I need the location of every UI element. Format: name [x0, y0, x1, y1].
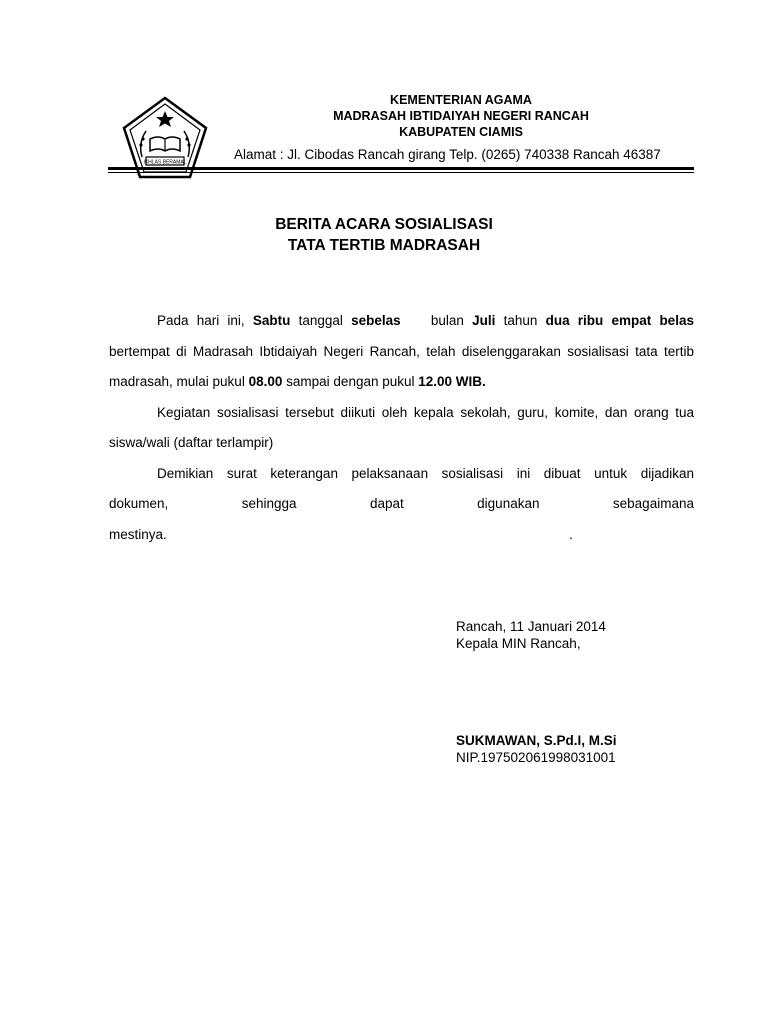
- letterhead-divider-thin: [108, 172, 694, 173]
- title-line-2: TATA TERTIB MADRASAH: [287, 237, 481, 254]
- p1-text: Pada hari ini,: [157, 313, 245, 328]
- paragraph-3-line-3: [109, 520, 694, 551]
- title-line-1: BERITA ACARA SOSIALISASI: [275, 216, 493, 233]
- p1-text: bertempat di Madrasah Ibtidaiyah Negeri Rancah, telah diselenggarakan: [109, 343, 561, 359]
- place-date: Rancah, 11 Januari 2014: [456, 619, 606, 634]
- regency-name: KABUPATEN CIAMIS: [399, 125, 523, 139]
- letterhead-heading: [300, 92, 622, 140]
- signer-position: Kepala MIN Rancah,: [456, 636, 581, 651]
- school-name: MADRASAH IBTIDAIYAH NEGERI RANCAH: [333, 109, 589, 123]
- logo-ribbon-text: IKHLAS BERAMAL: [143, 159, 187, 166]
- signer-nip: NIP.197502061998031001: [456, 750, 616, 765]
- p1-year: dua ribu empat: [545, 313, 652, 328]
- paragraph-1: [109, 306, 694, 398]
- letterhead-divider-thick: [108, 167, 694, 170]
- p3-end: mestinya.: [109, 526, 167, 542]
- school-address: Alamat : Jl. Cibodas Rancah girang Telp. (0265) 740338 Rancah 46387: [234, 147, 661, 162]
- p1-time-start: 08.00: [248, 374, 283, 389]
- p3-word: dapat: [369, 496, 404, 511]
- p1-text: sosialisasi tata tertib madrasah, mulai pukul: [109, 343, 694, 389]
- p1-text: tanggal: [298, 313, 343, 328]
- p3-word: digunakan: [477, 496, 540, 511]
- p1-month: Juli: [472, 313, 496, 328]
- p3-word: sehingga: [241, 496, 297, 511]
- p1-text: sampai dengan pukul: [286, 374, 415, 389]
- signer-name: SUKMAWAN, S.Pd.I, M.Si: [456, 733, 617, 748]
- p3-word: sebagaimana: [612, 496, 694, 511]
- paragraph-3-line-2: [109, 489, 694, 520]
- p1-year: belas: [659, 313, 694, 328]
- p3-word: dokumen,: [109, 496, 169, 511]
- p1-text: tahun: [503, 313, 538, 328]
- p1-text: bulan: [430, 313, 464, 328]
- document-body: [109, 306, 694, 550]
- paragraph-2: Kegiatan sosialisasi tersebut diikuti oleh kepala sekolah, guru, komite, dan orang tua siswa/wali (daftar terlampir): [109, 404, 694, 450]
- ministry-name: KEMENTERIAN AGAMA: [390, 93, 532, 107]
- p1-date: sebelas: [351, 313, 401, 328]
- signature-block: [456, 618, 617, 766]
- document-title: [0, 214, 768, 256]
- p3-dot: .: [569, 526, 573, 542]
- p1-day: Sabtu: [252, 313, 291, 328]
- paragraph-3-line-1: Demikian surat keterangan pelaksanaan sosialisasi ini dibuat untuk dijadikan: [157, 465, 694, 481]
- p1-time-end: 12.00 WIB.: [418, 374, 486, 389]
